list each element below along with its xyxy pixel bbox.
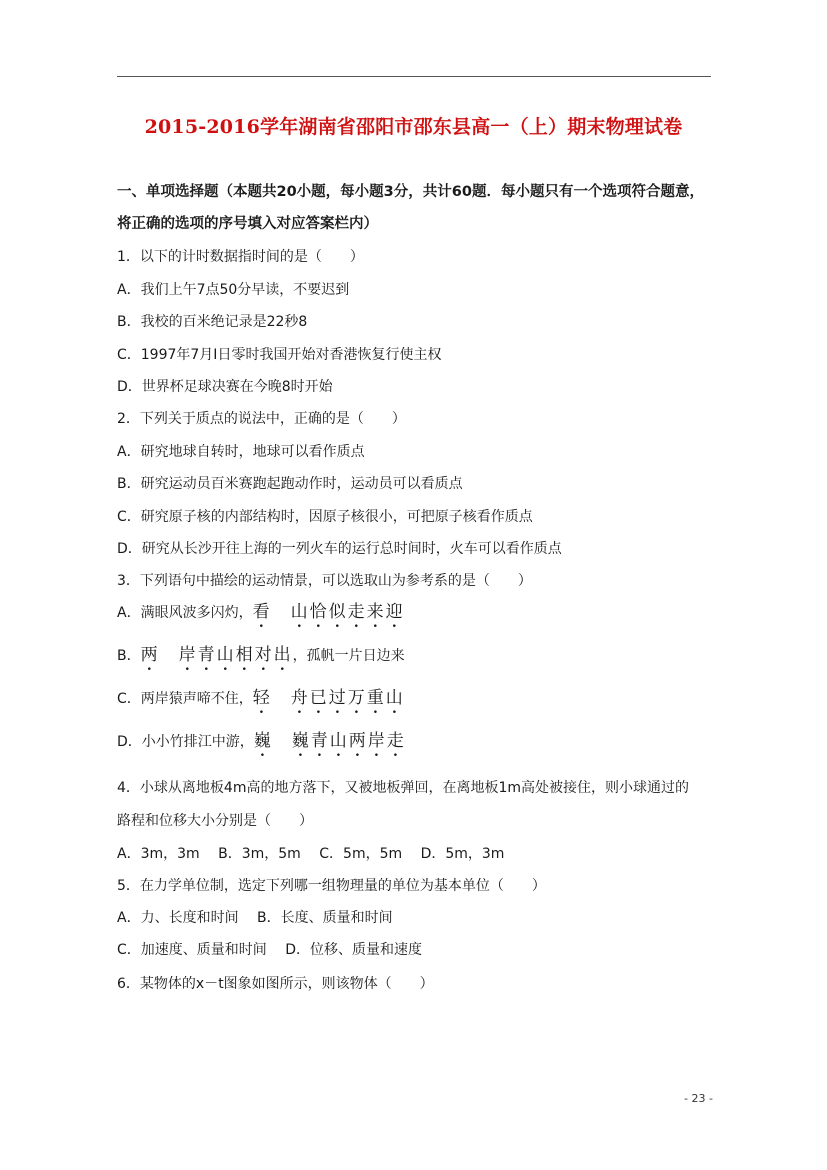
question-1-option-a: A．我们上午7点50分早读，不要迟到 — [117, 282, 350, 298]
question-2-option-d: D．研究从长沙开往上海的一列火车的运行总时间时，火车可以看作质点 — [117, 541, 562, 557]
question-1-option-d: D．世界杯足球决赛在今晚8时开始 — [117, 379, 333, 395]
option-a-prefix: A．满眼风波多闪灼， — [117, 605, 253, 621]
option-b-prefix: B． — [117, 648, 141, 664]
question-6-stem: 6．某物体的x－t图象如图所示，则该物体（ ） — [117, 976, 434, 992]
question-2-option-c: C．研究原子核的内部结构时，因原子核很小，可把原子核看作质点 — [117, 509, 533, 525]
question-3-option-a — [117, 602, 405, 632]
question-2-option-b: B．研究运动员百米赛跑起跑动作时，运动员可以看质点 — [117, 476, 463, 492]
option-c-prefix: C．两岸猿声啼不住， — [117, 691, 253, 707]
option-b-emphasis: 两 岸青山相对出 — [140, 645, 293, 665]
page-number: - 23 - — [684, 1092, 713, 1105]
option-b-suffix: ，孤帆一片日边来 — [292, 648, 405, 664]
question-5-options-ab: A．力、长度和时间 B．长度、质量和时间 — [117, 910, 393, 926]
question-4-stem-line2: 路程和位移大小分别是（ ） — [117, 813, 313, 829]
option-a-emphasis: 看 山恰似走来迎 — [252, 602, 405, 622]
header-rule — [117, 76, 711, 77]
option-d-prefix: D．小小竹排江中游， — [117, 734, 254, 750]
section-heading-line1: 一、单项选择题（本题共20小题，每小题3分，共计60题．每小题只有一个选项符合题意， — [117, 184, 704, 200]
question-4-options: A．3m，3m B．3m，5m C．5m，5m D．5m，3m — [117, 846, 505, 862]
question-4-stem-line1: 4．小球从离地板4m高的地方落下，又被地板弹回，在离地板1m高处被接住，则小球通过的 — [117, 780, 689, 796]
question-1-stem: 1．以下的计时数据指时间的是（ ） — [117, 249, 364, 265]
question-3-option-b — [117, 645, 405, 675]
question-1-option-b: B．我校的百米绝记录是22秒8 — [117, 314, 308, 330]
option-c-emphasis: 轻 舟已过万重山 — [252, 688, 405, 708]
question-2-option-a: A．研究地球自转时，地球可以看作质点 — [117, 444, 365, 460]
question-1-option-c: C．1997年7月I日零时我国开始对香港恢复行使主权 — [117, 347, 442, 363]
question-3-option-d — [117, 731, 406, 761]
page-title: 2015-2016学年湖南省邵阳市邵东县高一（上）期末物理试卷 — [144, 116, 683, 138]
question-2-stem: 2．下列关于质点的说法中，正确的是（ ） — [117, 411, 406, 427]
question-3-stem: 3．下列语句中描绘的运动情景，可以选取山为参考系的是（ ） — [117, 573, 532, 589]
section-heading-line2: 将正确的选项的序号填入对应答案栏内） — [117, 216, 378, 232]
question-5-options-cd: C．加速度、质量和时间 D．位移、质量和速度 — [117, 942, 423, 958]
question-3-option-c — [117, 688, 405, 718]
question-5-stem: 5．在力学单位制，选定下列哪一组物理量的单位为基本单位（ ） — [117, 878, 546, 894]
option-d-emphasis: 巍 巍青山两岸走 — [253, 731, 406, 751]
